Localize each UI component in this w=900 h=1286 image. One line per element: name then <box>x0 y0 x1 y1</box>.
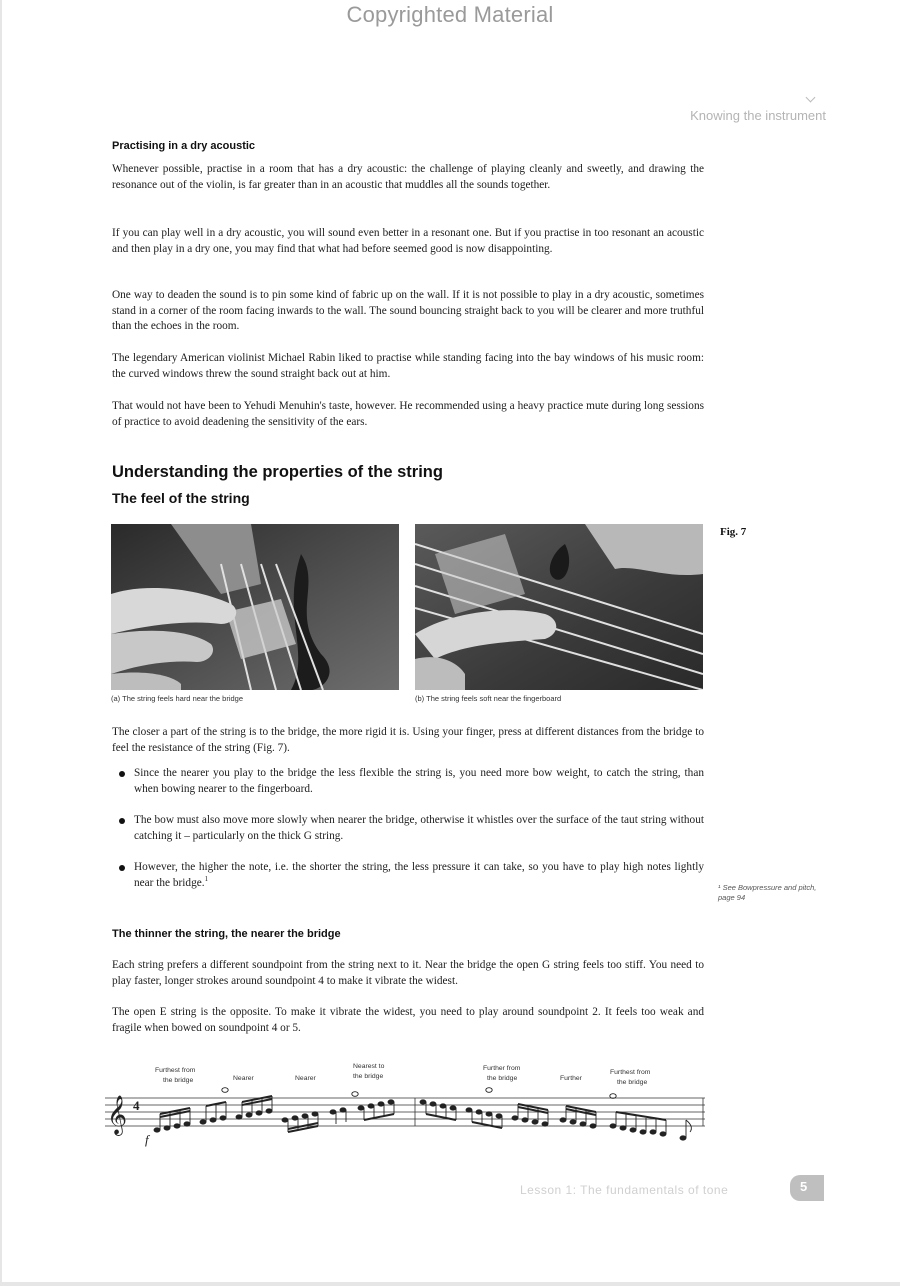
running-head-mark <box>806 93 816 103</box>
paragraph: If you can play well in a dry acoustic, you will sound even better in a resonant one. But if you practise in too resonant an acoustic and then play in a dry one, you may find that what had before seemed good is now disappointing. <box>112 227 704 255</box>
section-heading: Understanding the properties of the string <box>112 463 443 481</box>
list-item-text: However, the higher the note, i.e. the shorter the string, the less pressure it can take, so you have to play high notes lightly near the bridge. <box>134 861 704 889</box>
bullet-icon <box>119 771 125 777</box>
figure-caption-b: (b) The string feels soft near the fingerboard <box>415 694 562 703</box>
label-nearer: Nearer <box>233 1075 254 1082</box>
footnote-marker: 1 <box>204 874 209 883</box>
label-furthest-end-2: the bridge <box>617 1079 648 1086</box>
page-number: 5 <box>800 1179 808 1194</box>
paragraph: Each string prefers a different soundpoint from the string next to it. Near the bridge the open G string feels too stiff. You need to play faster, longer strokes around soundpoint 4 to make it vibrate the widest. <box>112 959 704 987</box>
label-nearest-2: the bridge <box>353 1073 384 1080</box>
scan-edge <box>0 0 2 1286</box>
figure-label: Fig. 7 <box>720 526 747 538</box>
treble-clef-icon: 𝄞 <box>107 1095 128 1135</box>
list-item <box>112 766 704 797</box>
music-example <box>105 1060 715 1150</box>
photo-finger-near-fingerboard <box>415 524 703 690</box>
label-furthest: Furthest from <box>155 1067 196 1074</box>
list-item-text: The bow must also move more slowly when nearer the bridge, otherwise it whistles over the surface of the taut string without catching it – particularly on the thick G string. <box>134 814 704 842</box>
bullet-icon <box>119 818 125 824</box>
time-signature: 4 <box>133 1098 140 1113</box>
label-furthest-2: the bridge <box>163 1077 194 1084</box>
footer-running-title: Lesson 1: The fundamentals of tone <box>520 1183 729 1197</box>
paragraph: Whenever possible, practise in a room that has a dry acoustic: the challenge of playing cleanly and sweetly, and drawing the resonance out of the violin, is far greater than in an acoustic that muddles all the sounds together. <box>112 163 704 191</box>
photo-finger-near-bridge <box>111 524 399 690</box>
staff-lines <box>105 1098 705 1126</box>
label-furthest-end: Furthest from <box>610 1069 651 1076</box>
list-item <box>112 813 704 844</box>
figure-caption-a: (a) The string feels hard near the bridge <box>111 694 244 703</box>
label-further-from: Further from <box>483 1065 521 1072</box>
running-head: Knowing the instrument <box>690 108 826 123</box>
paragraph: One way to deaden the sound is to pin some kind of fabric up on the wall. If it is not possible to play in a dry acoustic, sometimes stand in a corner of the room facing inwards to the wall. The sound bouncing straight back to you will be clearer and more truthful than the echoes in the room. <box>112 289 704 332</box>
paragraph: The closer a part of the string is to the bridge, the more rigid it is. Using your finger, press at different distances from the bridge to feel the resistance of the string (Fig. 7). <box>112 726 704 754</box>
scan-edge-bottom <box>0 1282 900 1286</box>
label-nearer-b: Nearer <box>295 1075 316 1082</box>
sidenote: ¹ See Bowpressure and pitch, page 94 <box>718 883 817 902</box>
list-item <box>112 860 704 891</box>
heading-thinner-string: The thinner the string, the nearer the bridge <box>112 928 341 940</box>
label-nearest: Nearest to <box>353 1063 385 1070</box>
bullet-list <box>112 766 704 907</box>
paragraph: That would not have been to Yehudi Menuhin's taste, however. He recommended using a heavy practice mute during long sessions of practice to avoid deadening the sensitivity of the ears. <box>112 400 704 428</box>
subsection-heading: The feel of the string <box>112 490 250 506</box>
label-further: Further <box>560 1075 582 1082</box>
paragraph: The legendary American violinist Michael Rabin liked to practise while standing facing into the bay windows of his music room: the curved windows threw the sound straight back out at him. <box>112 352 704 380</box>
dynamic-marking: f <box>145 1132 149 1147</box>
paragraph: The open E string is the opposite. To make it vibrate the widest, you need to play around soundpoint 2. It feels too weak and fragile when bowed on soundpoint 4 or 5. <box>112 1006 704 1034</box>
label-further-from-2: the bridge <box>487 1075 518 1082</box>
list-item-text: Since the nearer you play to the bridge the less flexible the string is, you need more bow weight, to catch the string, than when bowing nearer to the fingerboard. <box>134 767 704 795</box>
heading-dry-acoustic: Practising in a dry acoustic <box>112 140 256 152</box>
section-labels <box>155 1063 651 1086</box>
copyright-watermark: Copyrighted Material <box>346 2 554 27</box>
bullet-icon <box>119 865 125 871</box>
notes <box>154 1088 691 1141</box>
